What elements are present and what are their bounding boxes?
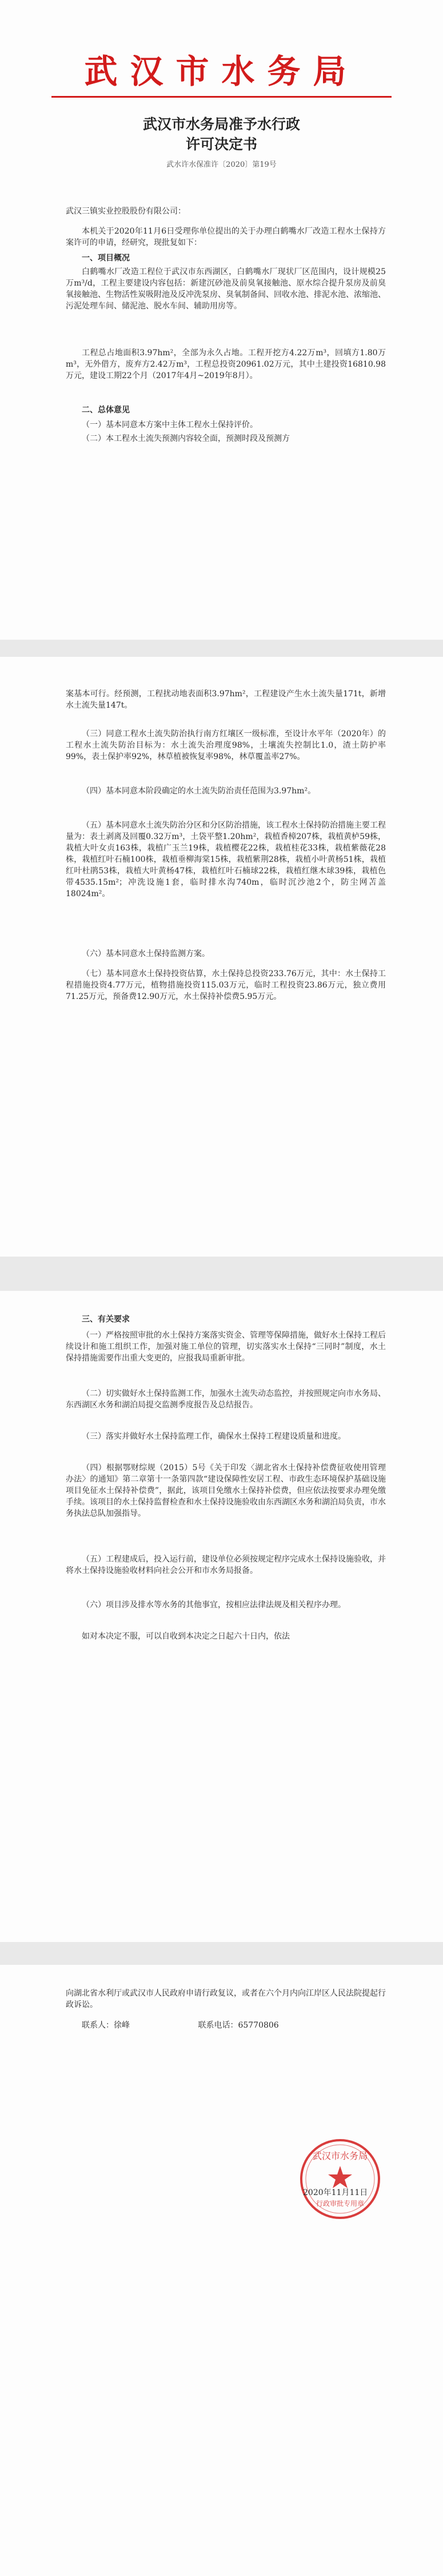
requirement-5: （五）工程建成后，投入运行前，建设单位必须按规定程序完成水土保持设施验收，并将水土保持设施验收材料向社会公开和市水务局报备。 (66, 1555, 386, 1575)
opinion-item-5: （五）基本同意水土流失防治分区和分区防治措施，该工程水土保持防治措施主要工程量为：表土剥离及回覆0.32万m³，土袋平整1.20hm²，栽植香樟207株，栽植黄栌59株，栽植大叶女贞163株，栽植广玉兰19株，栽植樱花22株，栽植桂花33株，栽植紫薇花28株，栽植红叶石楠100株，栽植垂柳海棠15株，栽植紫荆28株，栽植小叶黄杨51株，栽植红叶杜鹃53株，栽植大叶黄杨47株，栽植红叶石楠球22株，栽植红继木球39株，栽植色带4535.15m²；冲洗设施1套，临时排水沟740m，临时沉沙池2个，防尘网苫盖18024m²。 (66, 821, 386, 898)
opinion-item-1: （一）基本同意本方案中主体工程水土保持评价。 (82, 420, 258, 430)
contact-block (66, 2019, 386, 2032)
opinion-item-6: （六）基本同意水土保持监测方案。 (82, 949, 210, 958)
document-page-2 (0, 657, 443, 1257)
intro-paragraph: 本机关于2020年11月6日受理你单位提出的关于办理白鹤嘴水厂改造工程水土保持方案许可的申请，经研究，现批复如下： (66, 227, 386, 247)
requirement-3: （三）落实并做好水土保持监理工作，确保水土保持工程建设质量和进度。 (82, 1432, 346, 1441)
section-2-heading: 二、总体意见 (82, 406, 130, 415)
requirement-1: （一）严格按照审批的水土保持方案落实资金、管理等保障措施，做好水土保持工程后续设计和施工组织工作，加强对施工单位的管理，切实落实水土保持“三同时”制度，水土保持措施需要作出重大变更的，应报我局重新审批。 (66, 1331, 386, 1363)
agency-header: 武汉市水务局 (84, 52, 359, 91)
project-scale-paragraph: 工程总占地面积3.97hm²，全部为永久占地。工程开挖方4.22万m³，回填方1.80万m³，无外借方，废弃方2.42万m³，工程总投资20961.02万元，其中土建投资16810.98万元，建设工期22个月（2017年4月~2019年8月）。 (66, 348, 386, 380)
doc-number: 武水许水保准许〔2020〕第19号 (166, 161, 277, 169)
requirement-6: （六）项目涉及排水等水务的其他事宜，按相应法律法规及相关程序办理。 (82, 1600, 346, 1610)
seal-org-text: 武汉市水务局 (312, 2150, 368, 2161)
official-seal (297, 2136, 383, 2222)
section-1-heading: 一、项目概况 (82, 254, 130, 263)
opinion-item-4: （四）基本同意本阶段确定的水土流失防治责任范围为3.97hm²。 (82, 787, 316, 796)
appeal-notice-end: 向湖北省水利厅或武汉市人民政府申请行政复议，或者在六个月内向江岸区人民法院提起行政诉讼。 (66, 1989, 386, 2009)
project-overview-paragraph: 白鹤嘴水厂改造工程位于武汉市东西湖区，白鹤嘴水厂现状厂区范围内，设计规模25万m³/d，工程主要建设内容包括：新建沉砂池及前臭氧接触池、原水综合提升泵房及前臭氧接触池、生物活性炭吸附池及反冲洗泵房、臭氧制备间、回收水池、排泥水池、浓缩池、污泥处理车间、储泥池、脱水车间、辅助用房等。 (66, 267, 386, 311)
document-page-4 (0, 1965, 443, 2576)
doc-title-line1: 武汉市水务局准予水行政 (142, 116, 300, 133)
section-3-heading: 三、有关要求 (82, 1315, 130, 1324)
header-divider (51, 96, 392, 98)
addressee: 武汉三镇实业控股股份有限公司： (66, 207, 186, 216)
opinion-item-2-start: （二）本工程水土流失预测内容较全面，预测时段及预测方 (82, 434, 290, 443)
appeal-notice-start: 如对本决定不服，可以自收到本决定之日起六十日内，依法 (82, 1632, 290, 1641)
doc-title-line2: 许可决定书 (185, 136, 257, 153)
document-page-1 (0, 0, 443, 640)
seal-graphic (297, 2136, 383, 2222)
opinion-item-2-end: 案基本可行。经预测，工程扰动地表面积3.97hm²，工程建设产生水土流失量171t，新增水土流失量147t。 (66, 689, 386, 710)
signature-date: 2020年11月11日 (303, 2188, 368, 2197)
requirement-2: （二）切实做好水土保持监测工作，加强水土流失动态监控，并按照规定向市水务局、东西湖区水务和湖泊局提交监测季度报告及总结报告。 (66, 1389, 386, 1410)
contact-phone: 联系电话：65770806 (198, 2021, 279, 2030)
seal-sub-text: 行政审批专用章 (316, 2200, 365, 2208)
opinion-item-3: （三）同意工程水土流失防治执行南方红壤区一级标准，至设计水平年（2020年）的工程水土流失防治目标为：水土流失治理度98%，土壤流失控制比1.0，渣土防护率99%，表土保护率92%，林草植被恢复率98%，林草覆盖率27%。 (66, 729, 386, 761)
opinion-item-7: （七）基本同意水土保持投资估算，水土保持总投资233.76万元，其中：水土保持工程措施投资4.77万元，植物措施投资115.03万元，临时工程投资23.86万元，独立费用71.25万元，预备费12.90万元，水土保持补偿费5.95万元。 (66, 969, 386, 1001)
document-page-3 (0, 1291, 443, 1942)
requirement-4: （四）根据鄂财综规（2015）5号《关于印发〈湖北省水土保持补偿费征收使用管理办法〉的通知》第二章第十一条第四款“建设保障性安居工程、市政生态环境保护基础设施项目免征水土保持补偿费”，据此，该项目免缴水土保持补偿费，但应依法按要求办理免缴手续。该项目的水土保持监督检查和水土保持设施验收由东西湖区水务和湖泊局负责，市水务执法总队加强指导。 (66, 1463, 386, 1518)
contact-person: 联系人：徐峰 (82, 2021, 130, 2030)
